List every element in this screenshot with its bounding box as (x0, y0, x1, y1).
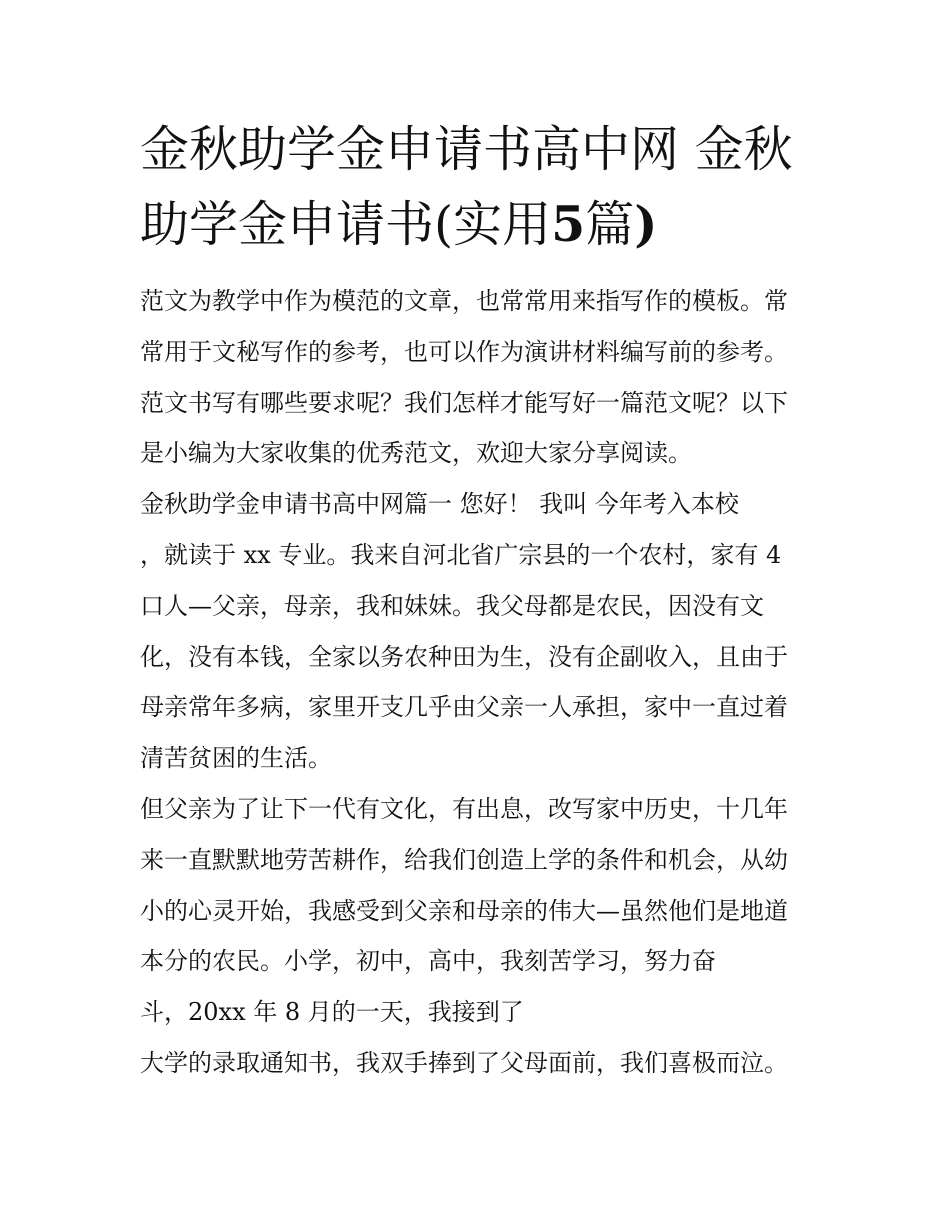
body-line: 小的心灵开始，我感受到父亲和母亲的伟大—虽然他们是地道 (140, 896, 788, 925)
title-closing-paren: ) (634, 195, 658, 253)
body-line: 金秋助学金申请书高中网篇一 您好！ 我叫 今年考入本校 (140, 490, 739, 519)
body-line: 但父亲为了让下一代有文化，有出息，改写家中历史，十几年 (140, 794, 788, 823)
title-line-1: 金秋助学金申请书高中网 金秋 (140, 121, 793, 178)
body-line: 范文为教学中作为模范的文章，也常常用来指写作的模板。常 (140, 287, 788, 315)
body-line: 斗，20xx 年 8 月的一天，我接到了 (140, 998, 524, 1027)
document-title (140, 112, 812, 262)
body-line: 常用于文秘写作的参考，也可以作为演讲材料编写前的参考。 (140, 337, 788, 366)
body-line: 清苦贫困的生活。 (140, 744, 332, 773)
document-body (140, 276, 812, 1089)
title-count: 5 (551, 195, 586, 253)
body-line: ，就读于 xx 专业。我来自河北省广宗县的一个农村，家有 4 (140, 540, 782, 569)
body-line: 大学的录取通知书，我双手捧到了父母面前，我们喜极而泣。 (140, 1048, 788, 1077)
title-line-2-middle: 篇 (585, 196, 635, 253)
title-line-2 (140, 187, 812, 262)
body-line: 母亲常年多病，家里开支几乎由父亲一人承担，家中一直过着 (140, 693, 788, 722)
body-line: 范文书写有哪些要求呢？我们怎样才能写好一篇范文呢？以下 (140, 388, 788, 417)
body-line: 化，没有本钱，全家以务农种田为生，没有企副收入，且由于 (140, 642, 788, 671)
body-line: 口人—父亲，母亲，我和妹妹。我父母都是农民，因没有文 (140, 591, 764, 620)
body-line: 是小编为大家收集的优秀范文，欢迎大家分享阅读。 (140, 439, 692, 468)
document-page (140, 0, 812, 1229)
title-line-2-prefix: 助学金申请书(实用 (140, 196, 552, 253)
body-line: 本分的农民。小学，初中，高中，我刻苦学习，努力奋 (140, 947, 716, 976)
body-line: 来一直默默地劳苦耕作，给我们创造上学的条件和机会，从幼 (140, 845, 788, 874)
